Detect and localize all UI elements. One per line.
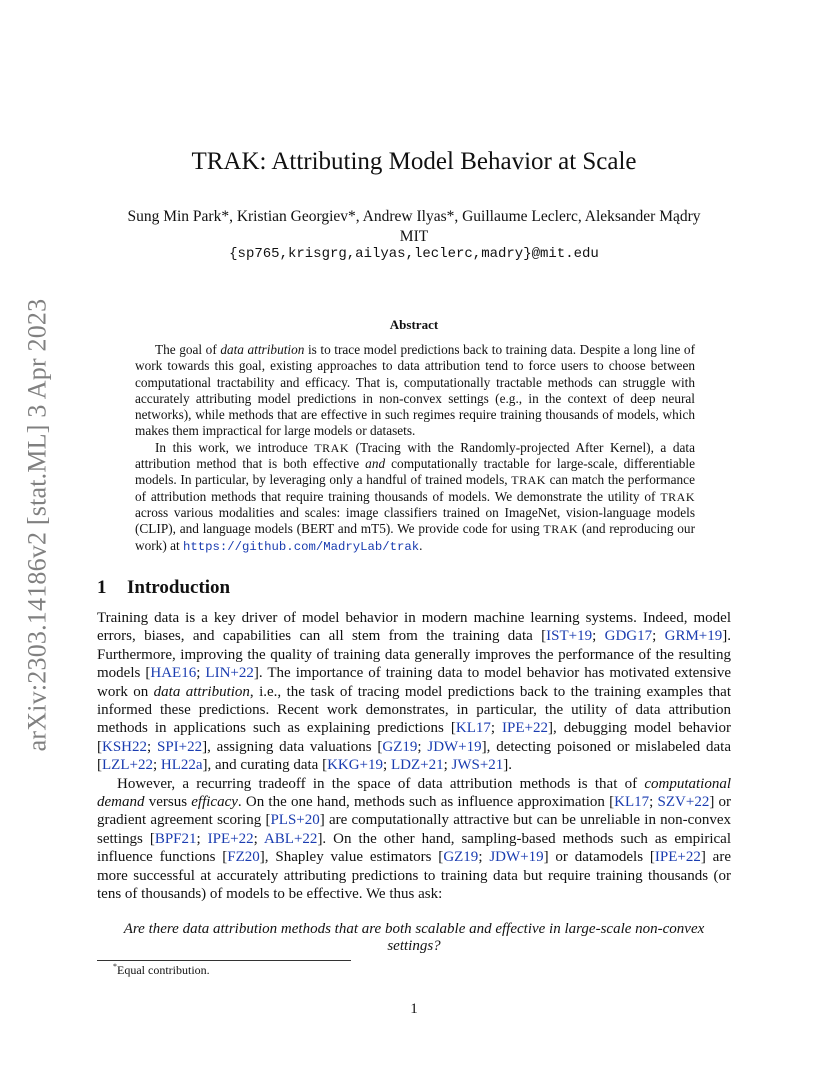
trak-name: TRAK bbox=[314, 440, 349, 455]
intro-paragraph-1: Training data is a key driver of model behavior in modern machine learning systems. Indeed, model errors, biases, and capabilities can all stem from the training data [IST+19; GDG17; GRM+19]. Furthermore, improving the quality of training data generally improves the performance of the resulting models [HAE16; LIN+22]. The importance of training data to model behavior has motivated extensive work on data attribution, i.e., the task of tracing model predictions back to the training examples that informed these predictions. Recent work demonstrates, in particular, the utility of data attribution methods in applications such as explaining predictions [KL17; IPE+22], debugging model behavior [KSH22; SPI+22], assigning data valuations [GZ19; JDW+19], detecting poisoned or mislabeled data [LZL+22; HL22a], and curating data [KKG+19; LDZ+21; JWS+21]. bbox=[97, 610, 732, 774]
abstract-heading: Abstract bbox=[389, 317, 439, 332]
citation-link[interactable]: KL17 bbox=[614, 794, 650, 811]
citation-link[interactable]: KSH22 bbox=[102, 738, 148, 755]
footnote-text: Equal contribution. bbox=[117, 963, 210, 977]
citation-link[interactable]: GDG17 bbox=[604, 628, 653, 645]
citation-link[interactable]: KKG+19 bbox=[327, 757, 384, 774]
abstract-paragraph-1: The goal of data attribution is to trace model predictions back to training data. Despite a long line of work towards this goal, existing approaches to data attribution tend to force users to choose between computational tractability and efficacy. That is, computationally tractable methods can struggle with accurately attributing model predictions in non-convex settings (e.g., in the context of deep neural networks), while methods that are effective in such regimes require training thousands of models, which makes them impractical for large models or datasets. bbox=[135, 342, 695, 439]
citation-link[interactable]: HL22a bbox=[160, 757, 203, 774]
citation-link[interactable]: LDZ+21 bbox=[390, 757, 444, 774]
footnote-divider bbox=[97, 960, 351, 961]
citation-link[interactable]: GZ19 bbox=[382, 738, 418, 755]
footnote bbox=[113, 962, 210, 978]
citation-link[interactable]: LIN+22 bbox=[205, 665, 254, 682]
citation-link[interactable]: JWS+21 bbox=[451, 757, 504, 774]
citation-link[interactable]: LZL+22 bbox=[102, 757, 153, 774]
citation-link[interactable]: GRM+19 bbox=[664, 628, 723, 645]
intro-paragraph-2: However, a recurring tradeoff in the space of data attribution methods is that of computational demand versus efficacy. On the one hand, methods such as influence approximation [KL17; SZV+22] or gradient agreement scoring [PLS+20] are computationally attractive but can be unreliable in non-convex settings [BPF21; IPE+22; ABL+22]. On the other hand, sampling-based methods such as empirical influence functions [FZ20], Shapley value estimators [GZ19; JDW+19] or datamodels [IPE+22] are more successful at accurately attributing predictions to training data but require training thousands (or tens of thousands) of models to be effective. We thus ask: bbox=[97, 775, 732, 903]
author-emails: {sp765,krisgrg,ailyas,leclerc,madry}@mit.edu bbox=[229, 246, 599, 262]
trak-name: TRAK bbox=[511, 473, 546, 488]
trak-name: TRAK bbox=[660, 489, 695, 504]
citation-link[interactable]: HAE16 bbox=[150, 665, 197, 682]
citation-link[interactable]: SPI+22 bbox=[156, 738, 203, 755]
citation-link[interactable]: ABL+22 bbox=[263, 830, 318, 847]
citation-link[interactable]: GZ19 bbox=[443, 849, 479, 866]
citation-link[interactable]: JDW+19 bbox=[489, 849, 544, 866]
section-number: 1 bbox=[97, 577, 107, 598]
citation-link[interactable]: JDW+19 bbox=[427, 738, 482, 755]
introduction-body bbox=[97, 609, 731, 904]
citation-link[interactable]: IPE+22 bbox=[207, 830, 254, 847]
citation-link[interactable]: IPE+22 bbox=[502, 720, 548, 737]
citation-link[interactable]: KL17 bbox=[455, 720, 491, 737]
abstract-body bbox=[135, 342, 695, 555]
affiliation: MIT bbox=[399, 228, 429, 245]
citation-link[interactable]: BPF21 bbox=[154, 830, 197, 847]
arxiv-side-stamp bbox=[22, 290, 52, 760]
footnote-mark: * bbox=[113, 962, 117, 971]
paper-title: TRAK: Attributing Model Behavior at Scale bbox=[191, 148, 637, 175]
section-title: Introduction bbox=[127, 577, 231, 598]
page-number: 1 bbox=[410, 1001, 418, 1017]
section-heading-introduction bbox=[97, 577, 230, 599]
citation-link[interactable]: IST+19 bbox=[546, 628, 593, 645]
abstract-paragraph-2: In this work, we introduce TRAK (Tracing with the Randomly-projected After Kernel), a data attribution method that is both effective and computationally tractable for large-scale, differentiable models. In particular, by leveraging only a handful of trained models, TRAK can match the performance of attribution methods that require training thousands of models. We demonstrate the utility of TRAK across various modalities and scales: image classifiers trained on ImageNet, vision-language models (CLIP), and language models (BERT and mT5). We provide code for using TRAK (and reproducing our work) at https://github.com/MadryLab/trak. bbox=[135, 439, 695, 554]
citation-link[interactable]: FZ20 bbox=[227, 849, 260, 866]
citation-link[interactable]: SZV+22 bbox=[657, 794, 710, 811]
github-link[interactable]: https://github.com/MadryLab/trak bbox=[183, 539, 420, 554]
author-list: Sung Min Park*, Kristian Georgiev*, Andrew Ilyas*, Guillaume Leclerc, Aleksander Mądry bbox=[127, 208, 701, 225]
trak-name: TRAK bbox=[543, 522, 579, 537]
citation-link[interactable]: PLS+20 bbox=[270, 812, 320, 829]
citation-link[interactable]: IPE+22 bbox=[654, 849, 701, 866]
arxiv-identifier: arXiv:2303.14186v2 [stat.ML] 3 Apr 2023 bbox=[22, 298, 51, 752]
research-question: Are there data attribution methods that are both scalable and effective in large-scale non-convex settings? bbox=[123, 921, 705, 954]
